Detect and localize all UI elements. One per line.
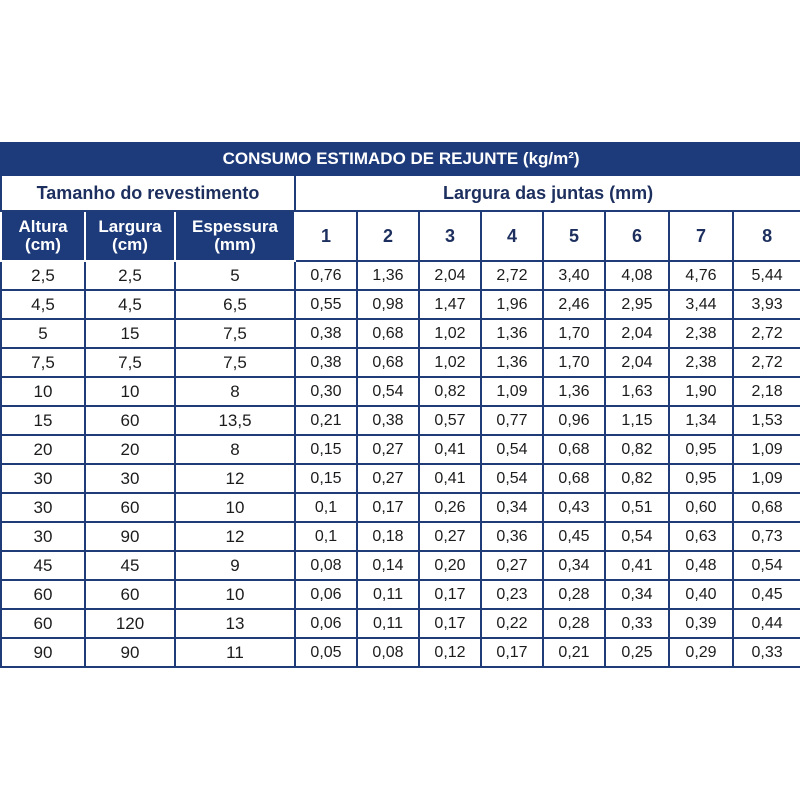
consumption-value-cell: 0,34 <box>543 551 605 580</box>
consumption-value-cell: 0,17 <box>419 609 481 638</box>
joint-width-column-header: 1 <box>295 211 357 261</box>
consumption-value-cell: 1,36 <box>481 348 543 377</box>
thickness-cell: 11 <box>175 638 295 667</box>
consumption-value-cell: 1,70 <box>543 319 605 348</box>
consumption-value-cell: 5,44 <box>733 261 800 290</box>
consumption-value-cell: 0,82 <box>419 377 481 406</box>
height-cell: 2,5 <box>1 261 85 290</box>
table-row <box>1 261 800 290</box>
consumption-value-cell: 0,26 <box>419 493 481 522</box>
consumption-value-cell: 0,27 <box>481 551 543 580</box>
thickness-cell: 5 <box>175 261 295 290</box>
tile-size-header: Tamanho do revestimento <box>1 175 295 211</box>
consumption-value-cell: 1,02 <box>419 319 481 348</box>
joint-width-column-header: 5 <box>543 211 605 261</box>
column-header-unit: (cm) <box>112 235 148 254</box>
table-row <box>1 580 800 609</box>
height-cell: 90 <box>1 638 85 667</box>
joint-width-column-header: 6 <box>605 211 669 261</box>
joint-width-column-header: 3 <box>419 211 481 261</box>
consumption-value-cell: 2,18 <box>733 377 800 406</box>
consumption-value-cell: 1,09 <box>733 435 800 464</box>
consumption-value-cell: 0,57 <box>419 406 481 435</box>
column-header-unit: (mm) <box>214 235 256 254</box>
consumption-value-cell: 2,72 <box>733 348 800 377</box>
thickness-cell: 12 <box>175 464 295 493</box>
width-cell: 90 <box>85 638 175 667</box>
consumption-value-cell: 0,41 <box>605 551 669 580</box>
table-row <box>1 406 800 435</box>
height-cell: 60 <box>1 609 85 638</box>
consumption-value-cell: 0,28 <box>543 580 605 609</box>
consumption-value-cell: 0,45 <box>543 522 605 551</box>
consumption-value-cell: 0,41 <box>419 435 481 464</box>
joint-width-column-header: 2 <box>357 211 419 261</box>
consumption-value-cell: 2,04 <box>605 348 669 377</box>
height-cell: 30 <box>1 493 85 522</box>
consumption-value-cell: 0,06 <box>295 580 357 609</box>
column-header-line: Espessura <box>192 217 278 236</box>
width-cell: 30 <box>85 464 175 493</box>
consumption-value-cell: 4,76 <box>669 261 733 290</box>
consumption-value-cell: 0,34 <box>605 580 669 609</box>
consumption-value-cell: 0,43 <box>543 493 605 522</box>
consumption-value-cell: 3,93 <box>733 290 800 319</box>
joint-width-column-header: 4 <box>481 211 543 261</box>
consumption-value-cell: 0,41 <box>419 464 481 493</box>
consumption-value-cell: 4,08 <box>605 261 669 290</box>
consumption-value-cell: 0,73 <box>733 522 800 551</box>
consumption-value-cell: 0,77 <box>481 406 543 435</box>
table-row <box>1 464 800 493</box>
consumption-value-cell: 0,11 <box>357 580 419 609</box>
consumption-value-cell: 0,38 <box>295 319 357 348</box>
consumption-value-cell: 1,47 <box>419 290 481 319</box>
consumption-value-cell: 0,38 <box>295 348 357 377</box>
group-header-row <box>1 175 800 211</box>
consumption-value-cell: 0,55 <box>295 290 357 319</box>
table-row <box>1 435 800 464</box>
consumption-value-cell: 0,63 <box>669 522 733 551</box>
table-row <box>1 377 800 406</box>
height-cell: 60 <box>1 580 85 609</box>
consumption-value-cell: 0,54 <box>481 464 543 493</box>
width-cell: 45 <box>85 551 175 580</box>
joint-width-column-header: 7 <box>669 211 733 261</box>
thickness-cell: 6,5 <box>175 290 295 319</box>
consumption-value-cell: 0,60 <box>669 493 733 522</box>
consumption-value-cell: 0,68 <box>357 348 419 377</box>
thickness-cell: 7,5 <box>175 319 295 348</box>
consumption-value-cell: 2,38 <box>669 319 733 348</box>
consumption-value-cell: 0,14 <box>357 551 419 580</box>
consumption-value-cell: 0,25 <box>605 638 669 667</box>
thickness-cell: 10 <box>175 493 295 522</box>
width-cell: 15 <box>85 319 175 348</box>
thickness-column-header <box>175 211 295 261</box>
consumption-value-cell: 0,96 <box>543 406 605 435</box>
height-cell: 45 <box>1 551 85 580</box>
consumption-value-cell: 0,68 <box>543 435 605 464</box>
consumption-value-cell: 0,21 <box>543 638 605 667</box>
consumption-value-cell: 0,30 <box>295 377 357 406</box>
width-cell: 7,5 <box>85 348 175 377</box>
height-cell: 30 <box>1 464 85 493</box>
table-row <box>1 290 800 319</box>
grout-consumption-table-container <box>0 142 800 668</box>
consumption-value-cell: 0,29 <box>669 638 733 667</box>
consumption-value-cell: 0,12 <box>419 638 481 667</box>
consumption-value-cell: 0,27 <box>357 464 419 493</box>
consumption-value-cell: 0,54 <box>357 377 419 406</box>
joint-width-header: Largura das juntas (mm) <box>295 175 800 211</box>
column-header-row <box>1 211 800 261</box>
table-title: CONSUMO ESTIMADO DE REJUNTE (kg/m²) <box>1 143 800 175</box>
consumption-value-cell: 0,05 <box>295 638 357 667</box>
table-row <box>1 319 800 348</box>
consumption-value-cell: 1,70 <box>543 348 605 377</box>
width-cell: 4,5 <box>85 290 175 319</box>
width-cell: 2,5 <box>85 261 175 290</box>
consumption-value-cell: 1,96 <box>481 290 543 319</box>
consumption-value-cell: 2,46 <box>543 290 605 319</box>
consumption-value-cell: 0,17 <box>419 580 481 609</box>
height-column-header <box>1 211 85 261</box>
consumption-value-cell: 0,20 <box>419 551 481 580</box>
table-row <box>1 522 800 551</box>
width-cell: 90 <box>85 522 175 551</box>
consumption-value-cell: 3,40 <box>543 261 605 290</box>
width-cell: 60 <box>85 493 175 522</box>
thickness-cell: 12 <box>175 522 295 551</box>
consumption-value-cell: 0,82 <box>605 435 669 464</box>
thickness-cell: 9 <box>175 551 295 580</box>
consumption-value-cell: 0,27 <box>419 522 481 551</box>
consumption-value-cell: 0,45 <box>733 580 800 609</box>
consumption-value-cell: 1,63 <box>605 377 669 406</box>
consumption-value-cell: 0,34 <box>481 493 543 522</box>
table-body <box>1 261 800 667</box>
column-header-line: Altura <box>18 217 68 236</box>
consumption-value-cell: 0,38 <box>357 406 419 435</box>
consumption-value-cell: 0,15 <box>295 435 357 464</box>
consumption-value-cell: 0,40 <box>669 580 733 609</box>
consumption-value-cell: 1,34 <box>669 406 733 435</box>
consumption-value-cell: 0,33 <box>605 609 669 638</box>
consumption-value-cell: 0,68 <box>543 464 605 493</box>
width-cell: 20 <box>85 435 175 464</box>
consumption-value-cell: 1,90 <box>669 377 733 406</box>
table-row <box>1 609 800 638</box>
table-row <box>1 348 800 377</box>
consumption-value-cell: 0,1 <box>295 493 357 522</box>
consumption-value-cell: 0,48 <box>669 551 733 580</box>
consumption-value-cell: 1,36 <box>543 377 605 406</box>
table-row <box>1 493 800 522</box>
consumption-value-cell: 1,36 <box>481 319 543 348</box>
table-row <box>1 551 800 580</box>
consumption-value-cell: 0,28 <box>543 609 605 638</box>
consumption-value-cell: 0,68 <box>357 319 419 348</box>
consumption-value-cell: 2,95 <box>605 290 669 319</box>
height-cell: 5 <box>1 319 85 348</box>
thickness-cell: 13 <box>175 609 295 638</box>
consumption-value-cell: 0,17 <box>357 493 419 522</box>
consumption-value-cell: 1,53 <box>733 406 800 435</box>
thickness-cell: 8 <box>175 435 295 464</box>
consumption-value-cell: 0,22 <box>481 609 543 638</box>
consumption-value-cell: 1,02 <box>419 348 481 377</box>
consumption-value-cell: 0,98 <box>357 290 419 319</box>
width-cell: 10 <box>85 377 175 406</box>
consumption-value-cell: 0,17 <box>481 638 543 667</box>
width-cell: 60 <box>85 580 175 609</box>
consumption-value-cell: 0,95 <box>669 435 733 464</box>
thickness-cell: 7,5 <box>175 348 295 377</box>
height-cell: 10 <box>1 377 85 406</box>
consumption-value-cell: 0,15 <box>295 464 357 493</box>
consumption-value-cell: 0,08 <box>357 638 419 667</box>
consumption-value-cell: 0,1 <box>295 522 357 551</box>
consumption-value-cell: 0,82 <box>605 464 669 493</box>
consumption-value-cell: 0,27 <box>357 435 419 464</box>
consumption-value-cell: 0,54 <box>481 435 543 464</box>
height-cell: 30 <box>1 522 85 551</box>
thickness-cell: 8 <box>175 377 295 406</box>
thickness-cell: 10 <box>175 580 295 609</box>
consumption-value-cell: 0,54 <box>605 522 669 551</box>
consumption-value-cell: 0,68 <box>733 493 800 522</box>
joint-width-column-header: 8 <box>733 211 800 261</box>
consumption-value-cell: 0,18 <box>357 522 419 551</box>
consumption-value-cell: 2,04 <box>605 319 669 348</box>
consumption-value-cell: 2,72 <box>733 319 800 348</box>
consumption-value-cell: 0,54 <box>733 551 800 580</box>
consumption-value-cell: 0,95 <box>669 464 733 493</box>
height-cell: 15 <box>1 406 85 435</box>
grout-consumption-table <box>0 142 800 668</box>
consumption-value-cell: 0,36 <box>481 522 543 551</box>
thickness-cell: 13,5 <box>175 406 295 435</box>
table-row <box>1 638 800 667</box>
consumption-value-cell: 0,76 <box>295 261 357 290</box>
column-header-unit: (cm) <box>25 235 61 254</box>
consumption-value-cell: 0,11 <box>357 609 419 638</box>
consumption-value-cell: 0,08 <box>295 551 357 580</box>
consumption-value-cell: 0,44 <box>733 609 800 638</box>
width-cell: 60 <box>85 406 175 435</box>
consumption-value-cell: 0,33 <box>733 638 800 667</box>
height-cell: 7,5 <box>1 348 85 377</box>
column-header-line: Largura <box>98 217 162 236</box>
height-cell: 20 <box>1 435 85 464</box>
consumption-value-cell: 3,44 <box>669 290 733 319</box>
title-row <box>1 143 800 175</box>
consumption-value-cell: 0,39 <box>669 609 733 638</box>
consumption-value-cell: 1,15 <box>605 406 669 435</box>
consumption-value-cell: 2,04 <box>419 261 481 290</box>
consumption-value-cell: 1,36 <box>357 261 419 290</box>
consumption-value-cell: 0,23 <box>481 580 543 609</box>
consumption-value-cell: 0,06 <box>295 609 357 638</box>
consumption-value-cell: 0,21 <box>295 406 357 435</box>
consumption-value-cell: 0,51 <box>605 493 669 522</box>
consumption-value-cell: 1,09 <box>481 377 543 406</box>
consumption-value-cell: 1,09 <box>733 464 800 493</box>
consumption-value-cell: 2,38 <box>669 348 733 377</box>
height-cell: 4,5 <box>1 290 85 319</box>
consumption-value-cell: 2,72 <box>481 261 543 290</box>
width-column-header <box>85 211 175 261</box>
width-cell: 120 <box>85 609 175 638</box>
